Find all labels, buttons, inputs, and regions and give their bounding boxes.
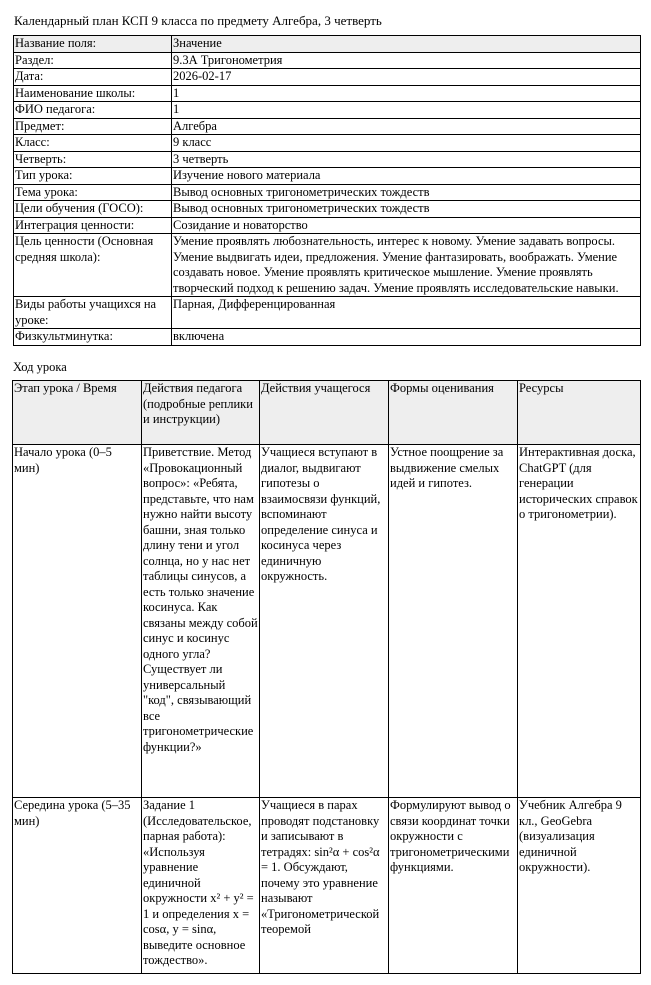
column-header-student-actions: Действия учащегося (260, 381, 389, 445)
meta-field-value: включена (172, 329, 641, 346)
meta-field-label: Цели обучения (ГОСО): (14, 201, 172, 218)
meta-field-value: Изучение нового материала (172, 168, 641, 185)
student-actions-cell: Учащиеся вступают в диалог, выдвигают гипотезы о взаимосвязи функций, вспоминают определение синуса и косинуса через единичную окружность. (260, 445, 389, 798)
stage-cell: Середина урока (5–35 мин) (13, 798, 142, 974)
meta-field-label: Класс: (14, 135, 172, 152)
meta-field-value: Созидание и новаторство (172, 217, 641, 234)
meta-field-value: Алгебра (172, 118, 641, 135)
column-header-teacher-actions: Действия педагога (подробные реплики и инструкции) (142, 381, 260, 445)
meta-field-value: Умение проявлять любознательность, интерес к новому. Умение задавать вопросы. Умение выдвигать идеи, предложения. Умение фантазировать, воображать. Умение создавать новое. Умение проявлять критическое мышление. Умение проявлять творческий подход к решению задач. Умение проявлять исследовательские навыки. (172, 234, 641, 297)
resources-cell: Учебник Алгебра 9 кл., GeoGebra (визуализация единичной окружности). (518, 798, 641, 974)
stage-cell: Начало урока (0–5 мин) (13, 445, 142, 798)
assessment-cell: Формулируют вывод о связи координат точки окружности с тригонометрическими функциями. (389, 798, 518, 974)
assessment-cell: Устное поощрение за выдвижение смелых идей и гипотез. (389, 445, 518, 798)
student-actions-cell: Учащиеся в парах проводят подстановку и записывают в тетрадях: sin²α + cos²α = 1. Обсуждают, почему это уравнение называют «Тригонометрической теоремой (260, 798, 389, 974)
meta-row-section (14, 52, 641, 69)
meta-row-school (14, 85, 641, 102)
meta-field-label: Тема урока: (14, 184, 172, 201)
meta-header-value: Значение (172, 36, 641, 53)
meta-field-label: Предмет: (14, 118, 172, 135)
column-header-resources: Ресурсы (518, 381, 641, 445)
resources-cell: Интерактивная доска, ChatGPT (для генерации исторических справок о тригонометрии). (518, 445, 641, 798)
meta-row-value-goal (14, 234, 641, 297)
teacher-actions-cell: Приветствие. Метод «Провокационный вопрос»: «Ребята, представьте, что нам нужно найти высоту башни, зная только длину тени и угол солнца, но у нас нет таблицы синусов, а есть только значение косинуса. Как связаны между собой синус и косинус одного угла? Существует ли универсальный "код", связывающий все тригонометрические функции?» (142, 445, 260, 798)
meta-field-value: 9 класс (172, 135, 641, 152)
meta-header-row (14, 36, 641, 53)
meta-field-value: Вывод основных тригонометрических тождеств (172, 201, 641, 218)
lesson-header-row (13, 381, 641, 445)
document-title: Календарный план КСП 9 класса по предмету Алгебра, 3 четверть (14, 13, 382, 28)
meta-field-label: Цель ценности (Основная средняя школа): (14, 234, 172, 297)
meta-row-value-integration (14, 217, 641, 234)
meta-row-quarter (14, 151, 641, 168)
meta-row-exercise-break (14, 329, 641, 346)
meta-field-label: Раздел: (14, 52, 172, 69)
meta-row-lesson-type (14, 168, 641, 185)
meta-row-topic (14, 184, 641, 201)
meta-field-label: ФИО педагога: (14, 102, 172, 119)
meta-field-value: 1 (172, 102, 641, 119)
column-header-assessment: Формы оценивания (389, 381, 518, 445)
meta-row-work-types (14, 297, 641, 329)
meta-field-label: Физкультминутка: (14, 329, 172, 346)
lesson-flow-heading: Ход урока (13, 360, 67, 374)
meta-field-label: Интеграция ценности: (14, 217, 172, 234)
meta-field-label: Наименование школы: (14, 85, 172, 102)
meta-field-value: 9.3А Тригонометрия (172, 52, 641, 69)
meta-field-label: Четверть: (14, 151, 172, 168)
meta-field-value: 2026-02-17 (172, 69, 641, 86)
lesson-row-start (13, 445, 641, 798)
meta-field-value: Вывод основных тригонометрических тождеств (172, 184, 641, 201)
meta-field-value: 3 четверть (172, 151, 641, 168)
lesson-row-middle (13, 798, 641, 974)
meta-field-label: Виды работы учащихся на уроке: (14, 297, 172, 329)
meta-row-teacher (14, 102, 641, 119)
meta-field-label: Дата: (14, 69, 172, 86)
meta-field-label: Тип урока: (14, 168, 172, 185)
meta-field-value: Парная, Дифференцированная (172, 297, 641, 329)
meta-field-value: 1 (172, 85, 641, 102)
meta-row-goals (14, 201, 641, 218)
meta-row-grade (14, 135, 641, 152)
lesson-flow-table (12, 380, 641, 974)
meta-header-field: Название поля: (14, 36, 172, 53)
column-header-stage: Этап урока / Время (13, 381, 142, 445)
lesson-meta-table (13, 35, 641, 346)
teacher-actions-cell: Задание 1 (Исследовательское, парная работа): «Используя уравнение единичной окружности x² + y² = 1 и определения x = cosα, y = sinα, выведите основное тождество». (142, 798, 260, 974)
meta-row-date (14, 69, 641, 86)
meta-row-subject (14, 118, 641, 135)
